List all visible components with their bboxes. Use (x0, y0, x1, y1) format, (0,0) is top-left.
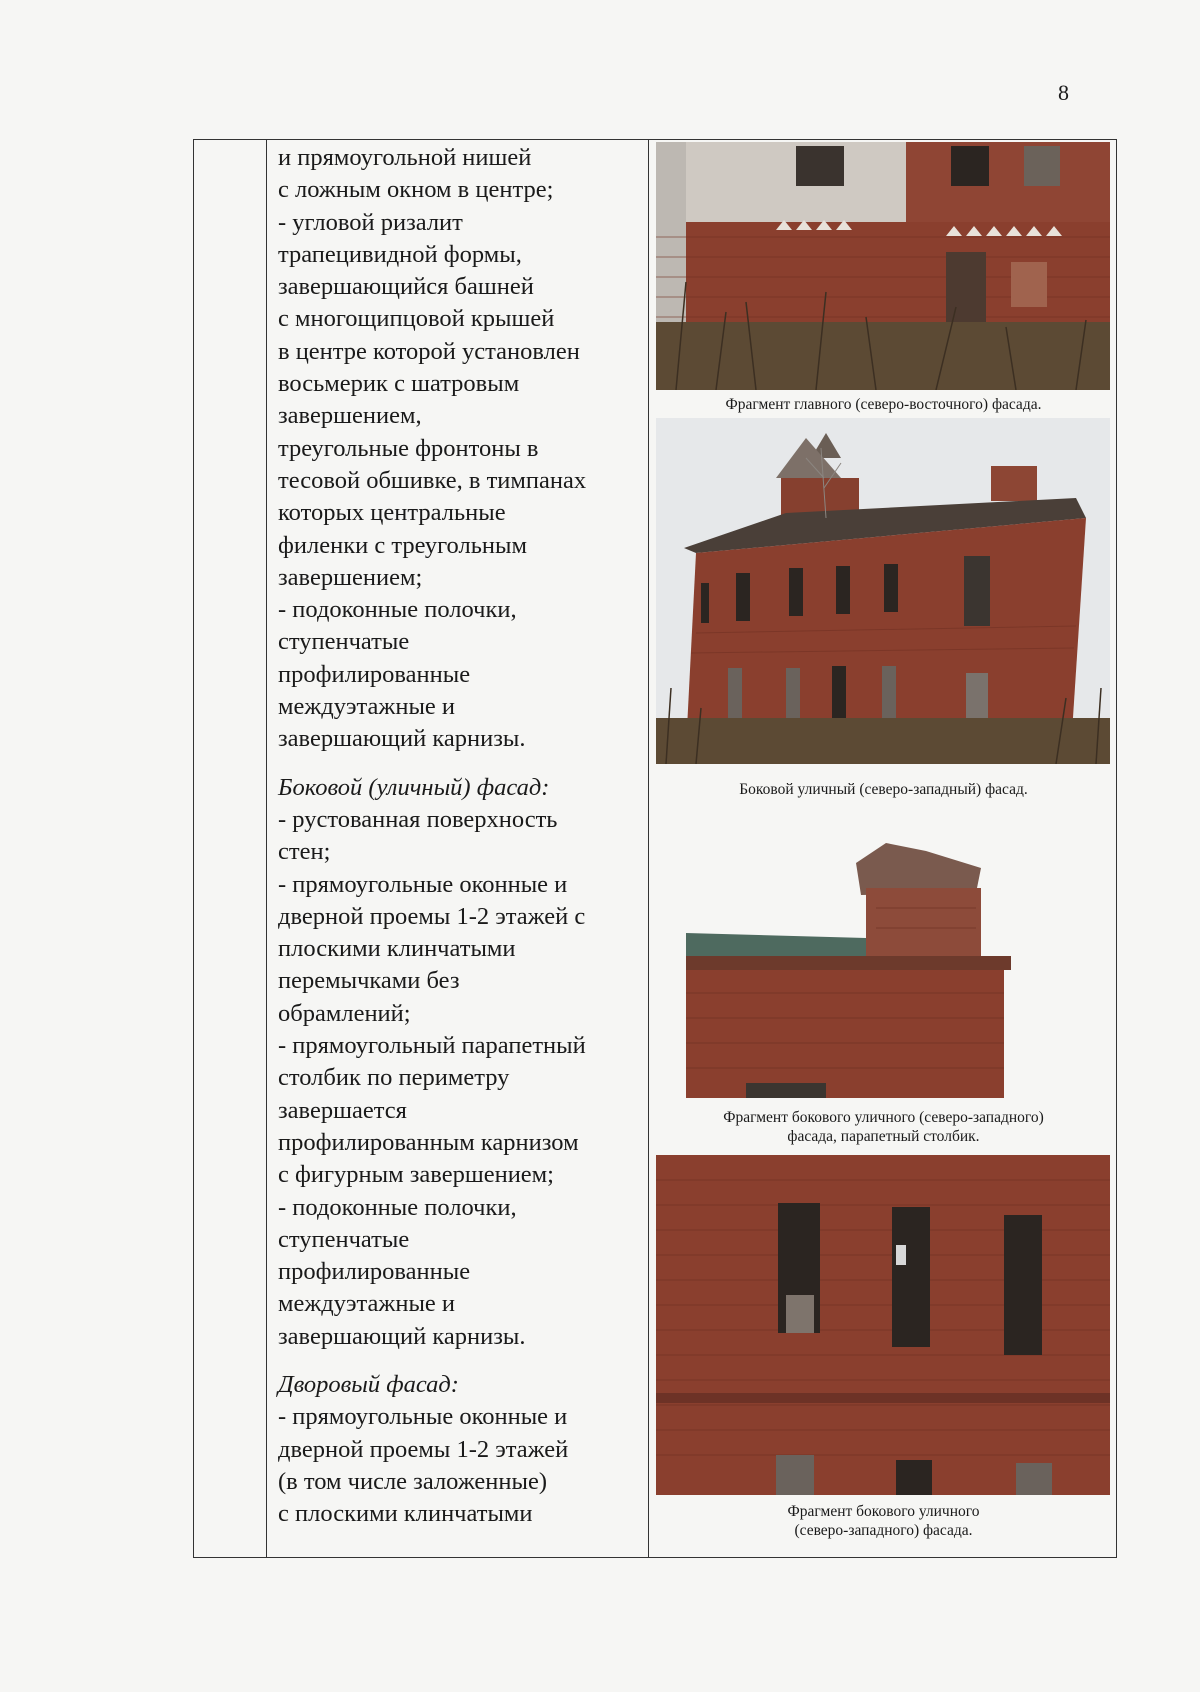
side-facade-heading: Боковой (уличный) фасад: (278, 773, 550, 801)
text-line: трапецивидной формы, (278, 240, 522, 268)
caption-line: фасада, парапетный столбик. (787, 1128, 980, 1145)
text-line: тесовой обшивке, в тимпанах (278, 466, 587, 494)
text-line: - подоконные полочки, (278, 596, 517, 624)
text-line: и прямоугольной нишей (278, 144, 532, 171)
content-table (193, 139, 1117, 1558)
text-line: - угловой ризалит (278, 208, 463, 236)
text-line: завершением, (278, 402, 422, 430)
text-line: - подоконные полочки, (278, 1193, 517, 1221)
photo-caption: Фрагмент главного (северо-восточного) фасада. (725, 396, 1042, 413)
text-line: завершается (278, 1096, 407, 1124)
text-line: которых центральные (278, 499, 506, 527)
description-text (278, 142, 648, 1530)
photo-parapet-column (686, 833, 1016, 1098)
text-line: - прямоугольные оконные и (278, 870, 568, 898)
text-line: ступенчатые (278, 1225, 410, 1253)
text-line: завершающий карнизы. (278, 725, 526, 753)
table-column-divider (648, 140, 649, 1557)
page-number: 8 (1058, 80, 1069, 105)
text-line: перемычками без (278, 967, 460, 995)
text-line: - прямоугольный парапетный (278, 1032, 586, 1060)
side-facade-description (278, 804, 648, 1353)
text-line: завершающийся башней (278, 273, 534, 301)
text-line: с фигурным завершением; (278, 1161, 554, 1189)
text-line: восьмерик с шатровым (278, 370, 520, 398)
caption-line: Фрагмент бокового уличного (787, 1503, 980, 1520)
text-line: междуэтажные и (278, 693, 456, 721)
photo-caption (656, 1108, 1111, 1146)
text-line: профилированные (278, 1258, 471, 1286)
photo-caption: Боковой уличный (северо-западный) фасад. (739, 781, 1028, 798)
caption-line: (северо-западного) фасада. (794, 1522, 973, 1539)
main-facade-description (278, 142, 648, 756)
text-line: завершением; (278, 563, 423, 591)
text-line: профилированные (278, 660, 471, 688)
table-column-divider (266, 140, 267, 1557)
text-line: филенки с треугольным (278, 531, 527, 559)
text-line: в центре которой установлен (278, 337, 580, 365)
text-line: столбик по периметру (278, 1064, 510, 1092)
text-line: стен; (278, 838, 331, 866)
text-line: треугольные фронтоны в (278, 434, 539, 462)
yard-facade-heading: Дворовый фасад: (278, 1370, 459, 1398)
text-line: (в том числе заложенные) (278, 1467, 548, 1495)
text-line: - прямоугольные оконные и (278, 1403, 568, 1431)
text-line: ступенчатые (278, 628, 410, 656)
text-line: плоскими клинчатыми (278, 935, 516, 963)
text-line: междуэтажные и (278, 1290, 456, 1318)
photo-side-street-facade (656, 418, 1110, 764)
photo-side-facade-windows (656, 1155, 1110, 1495)
yard-facade-description (278, 1401, 648, 1530)
text-line: с многощипцовой крышей (278, 305, 555, 333)
text-line: завершающий карнизы. (278, 1322, 526, 1350)
text-line: дверной проемы 1-2 этажей (278, 1435, 569, 1463)
text-line: с ложным окном в центре; (278, 176, 554, 204)
text-line: с плоскими клинчатыми (278, 1500, 533, 1528)
text-line: обрамлений; (278, 999, 411, 1027)
caption-line: Фрагмент бокового уличного (северо-западного) (723, 1109, 1044, 1126)
text-line: дверной проемы 1-2 этажей с (278, 902, 586, 930)
photo-caption (656, 1502, 1111, 1540)
text-line: профилированным карнизом (278, 1128, 579, 1156)
text-line: - рустованная поверхность (278, 805, 558, 833)
photo-main-facade-fragment (656, 142, 1110, 390)
